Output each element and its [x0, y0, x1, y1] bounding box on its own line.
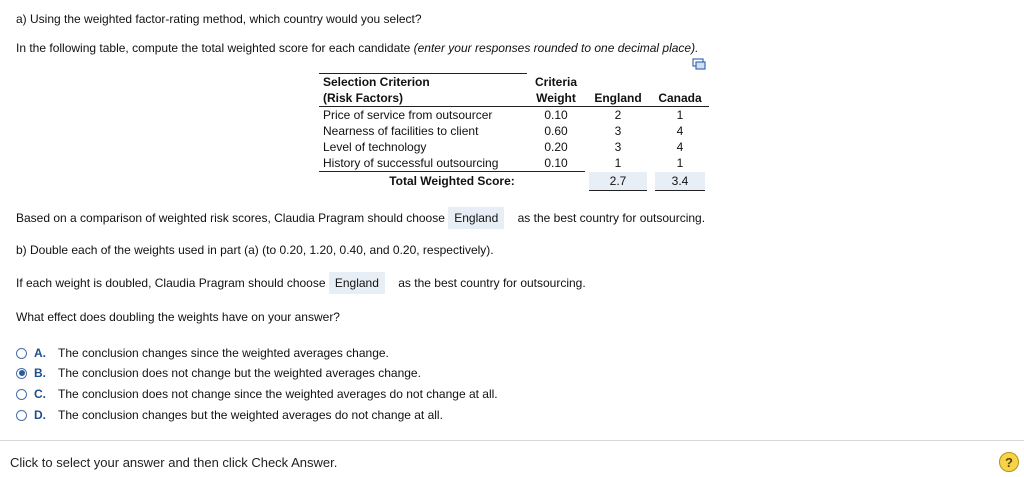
sentence1-before: Based on a comparison of weighted risk scores, Claudia Pragram should choose	[16, 211, 449, 225]
option-text[interactable]: The conclusion changes but the weighted averages do not change at all.	[58, 408, 443, 422]
option-letter: D.	[34, 408, 46, 422]
table-row	[319, 155, 709, 172]
option-a[interactable]	[16, 343, 389, 363]
table-row	[319, 123, 709, 139]
criterion-cell: Level of technology	[323, 140, 427, 154]
option-text[interactable]: The conclusion does not change since the weighted averages do not change at all.	[58, 387, 498, 401]
footer-divider	[0, 440, 1024, 441]
total-england-cell	[585, 172, 651, 191]
table-header-row	[319, 90, 709, 107]
header-canada-empty	[651, 74, 709, 91]
england-cell: 1	[614, 156, 622, 171]
instruction-text	[16, 41, 698, 55]
total-canada-cell	[651, 172, 709, 191]
sentence1-after: as the best country for outsourcing.	[517, 211, 706, 225]
weight-cell: 0.20	[544, 140, 568, 154]
help-button[interactable]	[999, 452, 1019, 472]
canada-cell: 4	[676, 140, 684, 154]
radio-option-b-selected[interactable]	[16, 368, 27, 379]
question-b: b) Double each of the weights used in part (a) (to 0.20, 1.20, 0.40, and 0.20, respectively).	[16, 243, 494, 257]
weight-cell: 0.60	[544, 124, 568, 138]
sentence2-after: as the best country for outsourcing.	[398, 276, 586, 290]
radio-option-d[interactable]	[16, 410, 27, 421]
copy-table-icon[interactable]	[692, 58, 706, 70]
country-dropdown-b[interactable]: England	[329, 272, 385, 294]
option-c[interactable]	[16, 384, 498, 404]
total-canada-input[interactable]: 3.4	[655, 172, 705, 191]
header-canada: Canada	[651, 90, 709, 107]
radio-selected-dot	[19, 370, 25, 376]
weight-cell: 0.10	[544, 108, 568, 122]
option-letter: B.	[34, 366, 46, 380]
canada-cell: 1	[676, 108, 684, 122]
option-b[interactable]	[16, 363, 421, 383]
criterion-cell: Price of service from outsourcer	[323, 108, 493, 122]
option-text[interactable]: The conclusion does not change but the weighted averages change.	[58, 366, 421, 380]
help-question-icon: ?	[1005, 454, 1013, 470]
option-letter: C.	[34, 387, 46, 401]
header-england-empty	[585, 74, 651, 91]
england-cell: 2	[614, 108, 622, 122]
header-criterion: Selection Criterion	[319, 74, 527, 91]
total-label: Total Weighted Score:	[319, 172, 585, 191]
criterion-cell: Nearness of facilities to client	[323, 124, 479, 138]
footer-instruction: Click to select your answer and then click Check Answer.	[10, 455, 338, 470]
sentence-part-b	[16, 272, 586, 294]
canada-cell: 1	[676, 156, 684, 171]
sentence2-before: If each weight is doubled, Claudia Pragram should choose	[16, 276, 329, 290]
radio-option-c[interactable]	[16, 389, 27, 400]
table-header-row	[319, 74, 709, 91]
weighted-score-table	[319, 73, 709, 191]
sentence-part-a	[16, 207, 705, 229]
instruction-note: (enter your responses rounded to one decimal place).	[413, 41, 699, 55]
canada-cell: 4	[676, 124, 684, 138]
radio-option-a[interactable]	[16, 348, 27, 359]
country-dropdown-a[interactable]: England	[448, 207, 504, 229]
table-row	[319, 107, 709, 124]
question-a: a) Using the weighted factor-rating method, which country would you select?	[16, 12, 422, 26]
table-row	[319, 139, 709, 155]
england-cell: 3	[614, 124, 622, 138]
total-row	[319, 172, 709, 191]
header-weight: Criteria	[534, 74, 578, 89]
weight-cell: 0.10	[544, 156, 568, 170]
question-c: What effect does doubling the weights have on your answer?	[16, 310, 340, 324]
option-d[interactable]	[16, 405, 443, 425]
instruction-main: In the following table, compute the total weighted score for each candidate	[16, 41, 414, 55]
criterion-cell: History of successful outsourcing	[323, 156, 499, 170]
header-weight-label: Weight	[527, 90, 585, 107]
option-text[interactable]: The conclusion changes since the weighted averages change.	[58, 346, 389, 360]
option-letter: A.	[34, 346, 46, 360]
england-cell: 3	[614, 140, 622, 154]
header-risk-factors: (Risk Factors)	[319, 90, 527, 107]
header-england: England	[585, 90, 651, 107]
total-england-input[interactable]: 2.7	[589, 172, 647, 191]
